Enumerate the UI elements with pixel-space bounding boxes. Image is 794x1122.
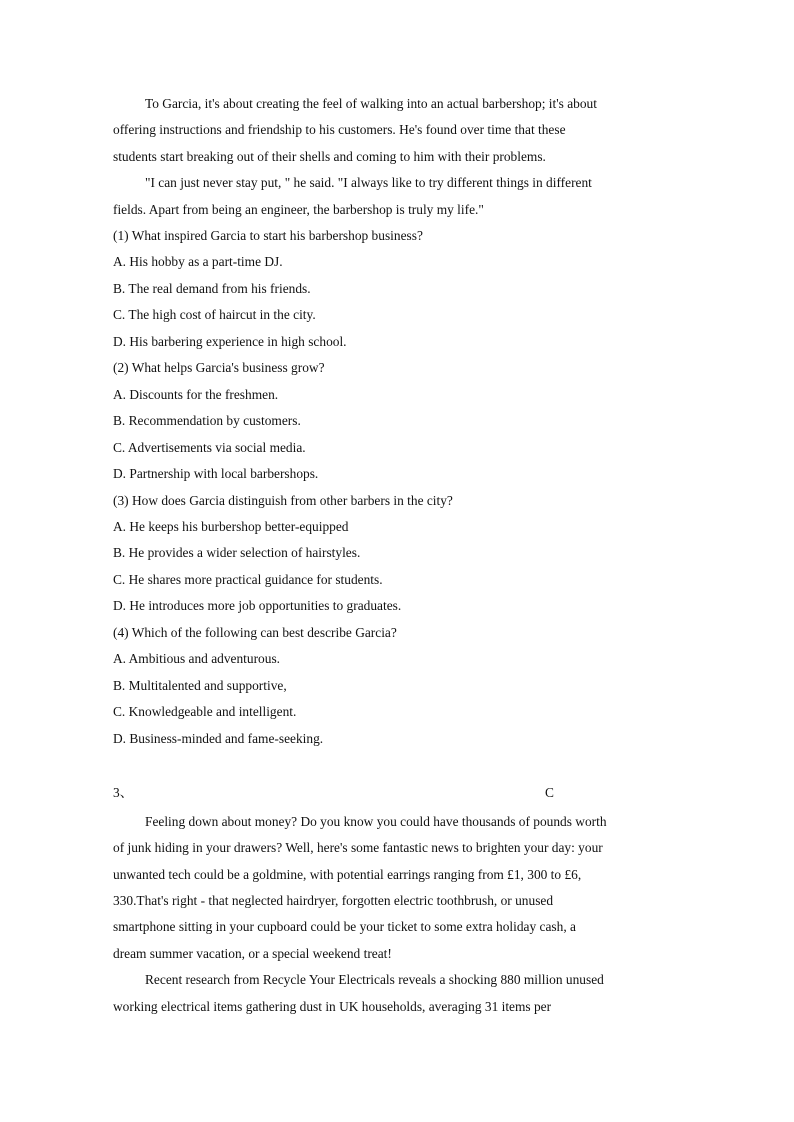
paragraph-line: students start breaking out of their shells and coming to him with their problems. xyxy=(113,149,546,164)
question-stem: (3) How does Garcia distinguish from other barbers in the city? xyxy=(113,493,453,508)
paragraph-line: offering instructions and friendship to his customers. He's found over time that these xyxy=(113,122,566,137)
answer-option: B. The real demand from his friends. xyxy=(113,281,311,296)
answer-option: C. Advertisements via social media. xyxy=(113,440,306,455)
answer-option: C. Knowledgeable and intelligent. xyxy=(113,704,297,719)
answer-option: D. Business-minded and fame-seeking. xyxy=(113,731,324,746)
answer-option: D. His barbering experience in high school. xyxy=(113,334,347,349)
paragraph-line: dream summer vacation, or a special weekend treat! xyxy=(113,946,392,961)
paragraph-line: smartphone sitting in your cupboard could be your ticket to some extra holiday cash, a xyxy=(113,919,576,934)
answer-option: B. He provides a wider selection of hairstyles. xyxy=(113,545,361,560)
question-stem: (1) What inspired Garcia to start his barbershop business? xyxy=(113,228,423,243)
paragraph-line: Feeling down about money? Do you know you could have thousands of pounds worth xyxy=(145,814,607,829)
question-stem: (4) Which of the following can best describe Garcia? xyxy=(113,625,397,640)
answer-option: B. Multitalented and supportive, xyxy=(113,678,287,693)
paragraph-line: of junk hiding in your drawers? Well, here's some fantastic news to brighten your day: your xyxy=(113,840,603,855)
paragraph-line: unwanted tech could be a goldmine, with potential earrings ranging from £1, 300 to £6, xyxy=(113,867,582,882)
question-stem: (2) What helps Garcia's business grow? xyxy=(113,360,325,375)
answer-option: D. Partnership with local barbershops. xyxy=(113,466,319,481)
section-number: 3、 xyxy=(113,785,134,800)
answer-option: B. Recommendation by customers. xyxy=(113,413,301,428)
paragraph-line: 330.That's right - that neglected hairdryer, forgotten electric toothbrush, or unused xyxy=(113,893,554,908)
answer-option: A. He keeps his burbershop better-equipped xyxy=(113,519,349,534)
paragraph-line: fields. Apart from being an engineer, the barbershop is truly my life." xyxy=(113,202,484,217)
passage-letter: C xyxy=(545,785,554,800)
answer-option: C. The high cost of haircut in the city. xyxy=(113,307,316,322)
answer-option: C. He shares more practical guidance for students. xyxy=(113,572,383,587)
answer-option: D. He introduces more job opportunities to graduates. xyxy=(113,598,402,613)
answer-option: A. Discounts for the freshmen. xyxy=(113,387,279,402)
paragraph-line: Recent research from Recycle Your Electricals reveals a shocking 880 million unused xyxy=(145,972,604,987)
answer-option: A. Ambitious and adventurous. xyxy=(113,651,280,666)
answer-option: A. His hobby as a part-time DJ. xyxy=(113,254,283,269)
paragraph-line: "I can just never stay put, " he said. "I always like to try different things in different xyxy=(145,175,592,190)
paragraph-line: working electrical items gathering dust in UK households, averaging 31 items per xyxy=(113,999,552,1014)
paragraph-line: To Garcia, it's about creating the feel of walking into an actual barbershop; it's about xyxy=(145,96,597,111)
